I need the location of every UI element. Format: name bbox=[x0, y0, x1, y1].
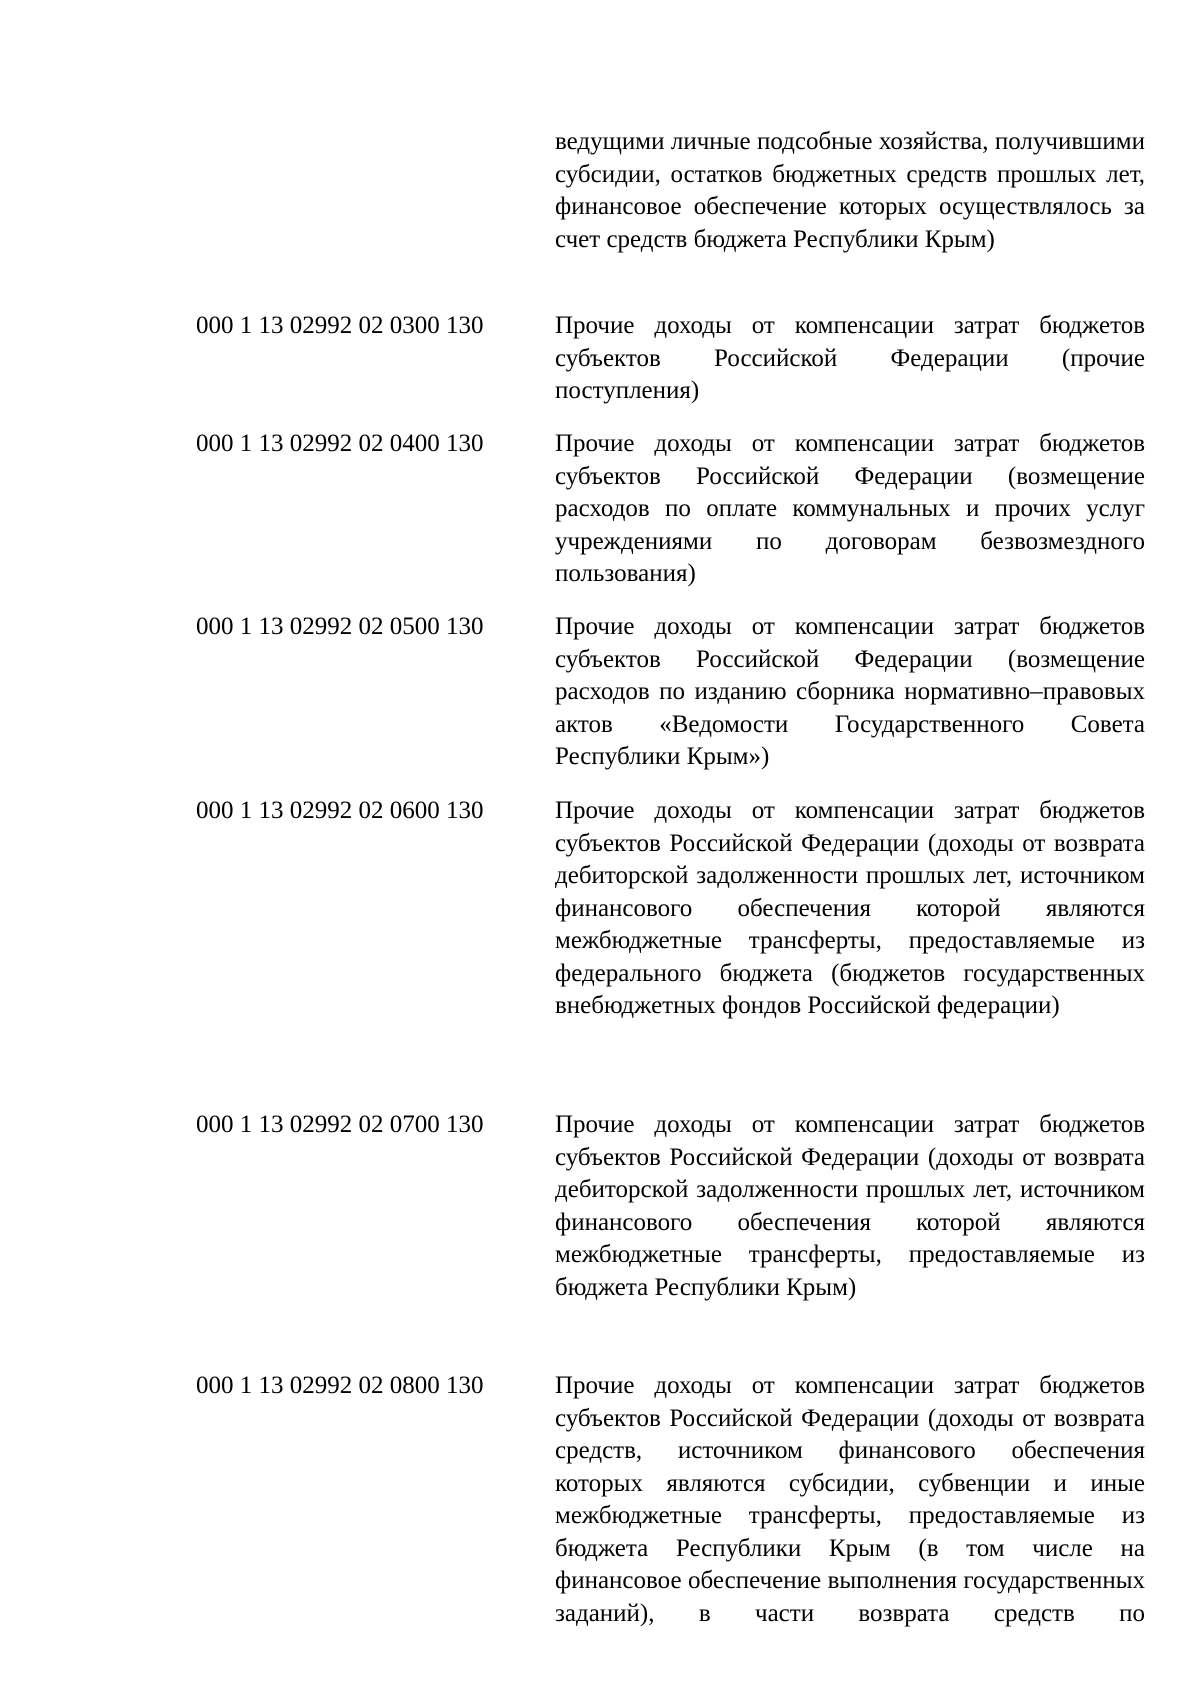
revenue-code: 000 1 13 02992 02 0500 130 bbox=[196, 613, 484, 640]
revenue-code: 000 1 13 02992 02 0400 130 bbox=[196, 430, 484, 457]
revenue-description: Прочие доходы от компенсации затрат бюджетов субъектов Российской Федерации (прочие поступления) bbox=[555, 312, 1145, 404]
revenue-code: 000 1 13 02992 02 0700 130 bbox=[196, 1111, 484, 1138]
revenue-code: 000 1 13 02992 02 0600 130 bbox=[196, 797, 484, 824]
revenue-code: 000 1 13 02992 02 0300 130 bbox=[196, 312, 484, 339]
intro-continuation-text: ведущими личные подсобные хозяйства, получившими субсидии, остатков бюджетных средств прошлых лет, финансовое обеспечение которых осуществлялось за счет средств бюджета Республики Крым) bbox=[555, 128, 1145, 253]
revenue-description: Прочие доходы от компенсации затрат бюджетов субъектов Российской Федерации (возмещение расходов по изданию сборника нормативно–правовых актов «Ведомости Государственного Совета Республики Крым») bbox=[555, 613, 1145, 770]
revenue-description: Прочие доходы от компенсации затрат бюджетов субъектов Российской Федерации (доходы от возврата средств, источником финансового обеспечения которых являются субсидии, субвенции и иные межбюджетные трансферты, предоставляемые из бюджета Республики Крым (в том числе на финансовое обеспечение выполнения государственных заданий), в части возврата средств по bbox=[555, 1372, 1145, 1627]
revenue-description: Прочие доходы от компенсации затрат бюджетов субъектов Российской Федерации (возмещение расходов по оплате коммунальных и прочих услуг учреждениями по договорам безвозмездного пользования) bbox=[555, 430, 1145, 587]
revenue-description: Прочие доходы от компенсации затрат бюджетов субъектов Российской Федерации (доходы от возврата дебиторской задолженности прошлых лет, источником финансового обеспечения которой являются межбюджетные трансферты, предоставляемые из бюджета Республики Крым) bbox=[555, 1111, 1145, 1301]
revenue-code: 000 1 13 02992 02 0800 130 bbox=[196, 1372, 484, 1399]
revenue-description: Прочие доходы от компенсации затрат бюджетов субъектов Российской Федерации (доходы от возврата дебиторской задолженности прошлых лет, источником финансового обеспечения которой являются межбюджетные трансферты, предоставляемые из федерального бюджета (бюджетов государственных внебюджетных фондов Российской федерации) bbox=[555, 797, 1145, 1019]
